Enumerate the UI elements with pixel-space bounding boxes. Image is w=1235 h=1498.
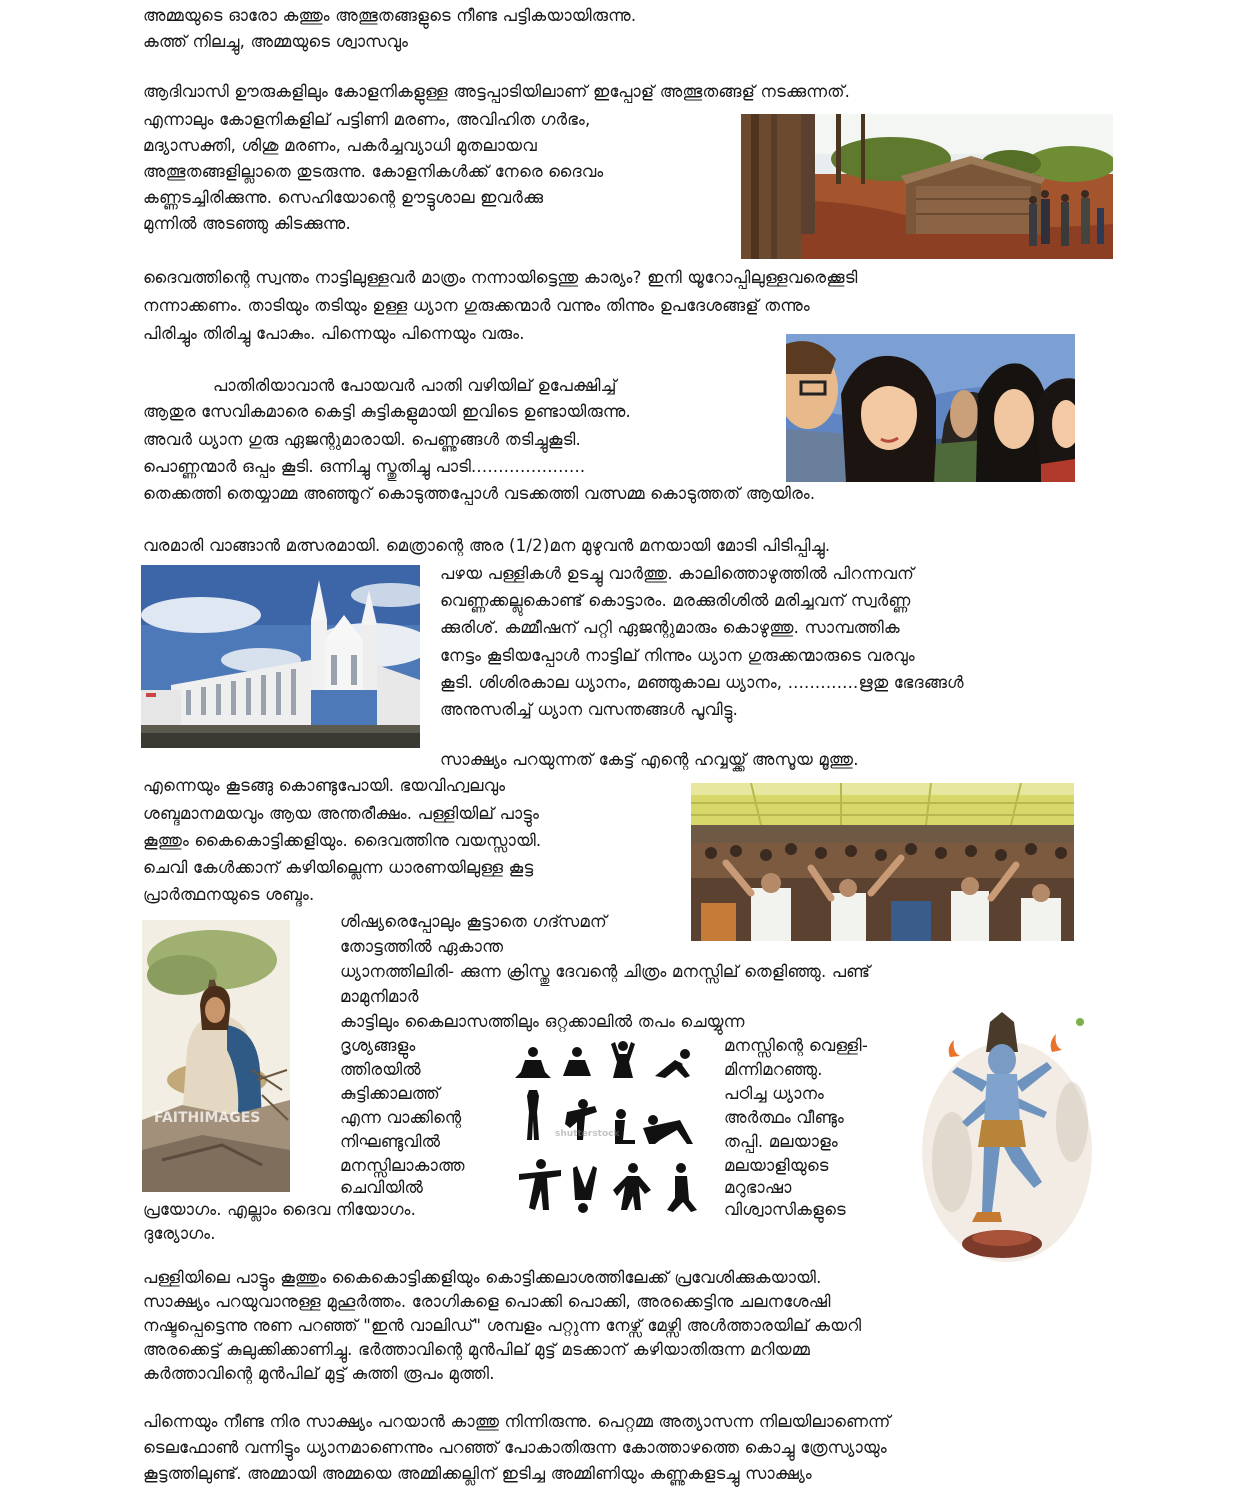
text-line: വിശ്വാസികളുടെ (724, 1200, 846, 1219)
text-line: തപ്പി. മലയാളം (724, 1132, 838, 1151)
text-line: അമ്മയുടെ ഓരോ കത്തും അത്ഭുതങ്ങളുടെ നീണ്ട പട്ടികയായിരുന്നു. (143, 6, 637, 25)
shiva-nataraja-illustration (922, 1012, 1092, 1266)
yoga-poses-pictogram (515, 1040, 700, 1220)
text-line: നിഘണ്ടുവിൽ (340, 1132, 441, 1151)
text-line: പഠിച്ച ധ്യാനം (724, 1084, 824, 1103)
text-line: മലയാളിയുടെ (724, 1156, 829, 1175)
text-line: തോട്ടത്തിൽ ഏകാന്ത (340, 937, 504, 956)
text-line: പിന്നെയും നീണ്ട നിര സാക്ഷ്യം പറയാൻ കാത്തു നിന്നിരുന്നു. പെറ്റമ്മ അത്യാസന്ന നിലയിലാണെന്ന് (143, 1412, 891, 1431)
text-line: പിരിച്ചും തിരിച്ചു പോകും. പിന്നെയും പിന്നെയും വരും. (143, 324, 525, 343)
text-line: എന്നാലും കോളനികളില് പട്ടിണി മരണം, അവിഹിത ഗർഭം, (143, 110, 591, 129)
text-line: പ്രയോഗം. എല്ലാം ദൈവ നിയോഗം. (143, 1200, 417, 1219)
text-line: പാതിരിയാവാൻ പോയവർ പാതി വഴിയില് ഉപേക്ഷിച്ച് (213, 376, 617, 395)
text-line: ദൃശ്യങ്ങളും (340, 1036, 416, 1055)
text-line: ധ്യാനത്തിലിരി- ക്കുന്ന ക്രിസ്തു ദേവന്റെ ചിത്രം മനസ്സില് തെളിഞ്ഞു. പണ്ട് (340, 962, 871, 981)
text-line: കാട്ടിലും കൈലാസത്തിലും ഒറ്റക്കാലിൽ തപം ചെയ്യുന്ന (340, 1012, 745, 1031)
text-line: ശബ്ദമാനമയവും ആയ അന്തരീക്ഷം. പള്ളിയില് പാട്ടും (143, 804, 540, 823)
text-line: തെക്കത്തി തെയ്യാമ്മ അഞ്ഞൂറ് കൊടുത്തപ്പോൾ വടക്കത്തി വത്സമ്മ കൊടുത്തത് ആയിരം. (143, 484, 816, 503)
text-line: വെണ്ണക്കല്ലുകൊണ്ട് കൊട്ടാരം. മരക്കുരിശിൽ മരിച്ചവന് സ്വർണ്ണ (440, 591, 911, 610)
text-line: ക്കുരിശ്. കമ്മീഷന് പറ്റി ഏജന്റുമാരും കൊഴുത്തു. സാമ്പത്തിക (440, 618, 900, 637)
text-line: മനസ്സിന്റെ വെള്ളി- (724, 1036, 868, 1055)
text-line: മദ്യാസക്തി, ശിശു മരണം, പകർച്ചവ്യാധി മുതലായവ (143, 136, 537, 155)
text-line: മാമുനിമാർ (340, 987, 419, 1006)
text-line: കൂത്തും കൈകൊട്ടിക്കളിയും. ദൈവത്തിനു വയസ്സായി. (143, 831, 542, 850)
text-line: അരക്കെട്ട് കുലുക്കിക്കാണിച്ചു. ഭർത്താവിന്റെ മുൻപില് മുട്ട് മടക്കാന് കഴിയാതിരുന്ന മറിയമ്മ (143, 1340, 810, 1359)
text-line: കത്ത് നിലച്ചു, അമ്മയുടെ ശ്വാസവും (143, 32, 409, 51)
text-line: എന്നെയും കൂടങ്ങു കൊണ്ടുപോയി. ഭയവിഹ്വലവും (143, 776, 506, 795)
text-line: കർത്താവിന്റെ മുൻപില് മുട്ട് കുത്തി രൂപം മുത്തി. (143, 1364, 495, 1383)
text-line: അർത്ഥം വീണ്ടും (724, 1108, 844, 1127)
text-line: മറുഭാഷാ (724, 1178, 792, 1197)
text-line: ആദിവാസി ഊരുകളിലും കോളനികളുള്ള അട്ടപ്പാടിയിലാണ് ഇപ്പോള് അത്ഭുതങ്ങള് നടക്കുന്നത്. (143, 82, 851, 101)
text-line: കൂട്ടത്തിലുണ്ട്. അമ്മായി അമ്മയെ അമ്മിക്കല്ലിന് ഇടിച്ച അമ്മിണിയും കണ്ണുകളടച്ചു സാക്ഷ്യം (143, 1464, 812, 1483)
text-line: പഴയ പള്ളികൾ ഉടച്ചു വാർത്തു. കാലിത്തൊഴുത്തിൽ പിറന്നവന് (440, 564, 915, 583)
watermark-text: FAITHIMAGES (154, 1110, 261, 1126)
text-line: അത്ഭുതങ്ങളില്ലാതെ തുടരുന്നു. കോളനികൾക്ക് നേരെ ദൈവം (143, 162, 604, 181)
text-line: എന്ന വാക്കിന്റെ (340, 1108, 462, 1127)
text-line: കണ്ണടച്ചിരിക്കുന്നു. സെഹിയോന്റെ ഊട്ടുശാല ഇവർക്കു (143, 188, 544, 207)
text-line: ദൈവത്തിന്റെ സ്വന്തം നാട്ടിലുള്ളവർ മാത്രം നന്നായിട്ടെന്തു കാര്യം? ഇനി യൂറോപ്പിലുള്ളവരെക്കൂടി (143, 268, 858, 287)
text-line: അനുസരിച്ച് ധ്യാന വസന്തങ്ങൾ പൂവിട്ടു. (440, 700, 739, 719)
prayer-crowd-photo (691, 783, 1074, 941)
watermark-text: shutterstock (555, 1129, 620, 1139)
text-line: മിന്നിമറഞ്ഞു. (724, 1060, 823, 1079)
text-line: അവർ ധ്യാന ഗുരു ഏജന്റുമാരായി. പെണ്ണുങ്ങൾ തടിച്ചുകൂടി. (143, 430, 581, 449)
text-line: മുന്നിൽ അടഞ്ഞു കിടക്കുന്നു. (143, 214, 351, 233)
text-line: കൂടി. ശിശിരകാല ധ്യാനം, മഞ്ഞുകാല ധ്യാനം, .............ഋതു ഭേദങ്ങൾ (440, 673, 964, 692)
text-line: സാക്ഷ്യം പറയുന്നത് കേട്ട് എന്റെ ഹവ്വയ്ക്ക് അസൂയ മൂത്തു. (440, 750, 859, 769)
text-line: ത്തിരയിൽ (340, 1060, 421, 1079)
text-line: ചെവി കേൾക്കാന് കഴിയില്ലെന്ന ധാരണയിലുള്ള കൂട്ട (143, 858, 534, 877)
text-line: ചെവിയിൽ (340, 1178, 424, 1197)
text-line: പ്രാർത്ഥനയുടെ ശബ്ദം. (143, 885, 315, 904)
text-line: ദുര്യോഗം. (143, 1224, 216, 1243)
text-line: നേട്ടം കൂടിയപ്പോൾ നാട്ടില് നിന്നും ധ്യാന ഗുരുക്കന്മാരുടെ വരവും (440, 646, 915, 665)
village-hut-photo (741, 114, 1113, 259)
cartoon-people-illustration (786, 334, 1075, 482)
text-line: ടെലഫോൺ വന്നിട്ടും ധ്യാനമാണെന്നും പറഞ്ഞ് പോകാതിരുന്ന കോത്താഴത്തെ കൊച്ചു ത്രേസ്യായും (143, 1438, 887, 1457)
text-line: പൊണ്ണന്മാർ ഒപ്പം കൂടി. ഒന്നിച്ചു സ്തുതിച്ചു പാടി..................... (143, 457, 586, 476)
text-line: ശിഷ്യരെപ്പോലും കൂട്ടാതെ ഗദ്സമന് (340, 912, 607, 931)
text-line: ആതുര സേവികമാരെ കെട്ടി കുട്ടികളുമായി ഇവിടെ ഉണ്ടായിരുന്നു. (143, 402, 632, 421)
text-line: നന്നാക്കണം. താടിയും തടിയും ഉള്ള ധ്യാന ഗുരുക്കന്മാർ വന്നും തിന്നും ഉപദേശങ്ങള് തന്നും (143, 296, 810, 315)
text-line: കുട്ടിക്കാലത്ത് (340, 1084, 440, 1103)
text-line: വരമാരി വാങ്ങാൻ മത്സരമായി. മെത്രാന്റെ അര (1/2)മന മുഴുവൻ മനയായി മോടി പിടിപ്പിച്ചു. (143, 536, 831, 555)
text-line: മനസ്സിലാകാത്ത (340, 1156, 465, 1175)
text-line: പള്ളിയിലെ പാട്ടും കൂത്തും കൈകൊട്ടിക്കളിയും കൊട്ടിക്കലാശത്തിലേക്ക് പ്രവേശിക്കുകയായി. (143, 1268, 822, 1287)
text-line: നഷ്ടപ്പെട്ടെന്നു നുണ പറഞ്ഞ് "ഇൻ വാലിഡ്" ശമ്പളം പറ്റുന്ന നേഴ്സ് മേഴ്സി അൾത്താരയില് കയറി (143, 1316, 862, 1335)
text-line: സാക്ഷ്യം പറയുവാനുള്ള മുഹൂർത്തം. രോഗികളെ പൊക്കി പൊക്കി, അരക്കെട്ടിനു ചലനശേഷി (143, 1292, 831, 1311)
jesus-gethsemane-painting (142, 920, 290, 1192)
white-church-photo (141, 565, 420, 748)
